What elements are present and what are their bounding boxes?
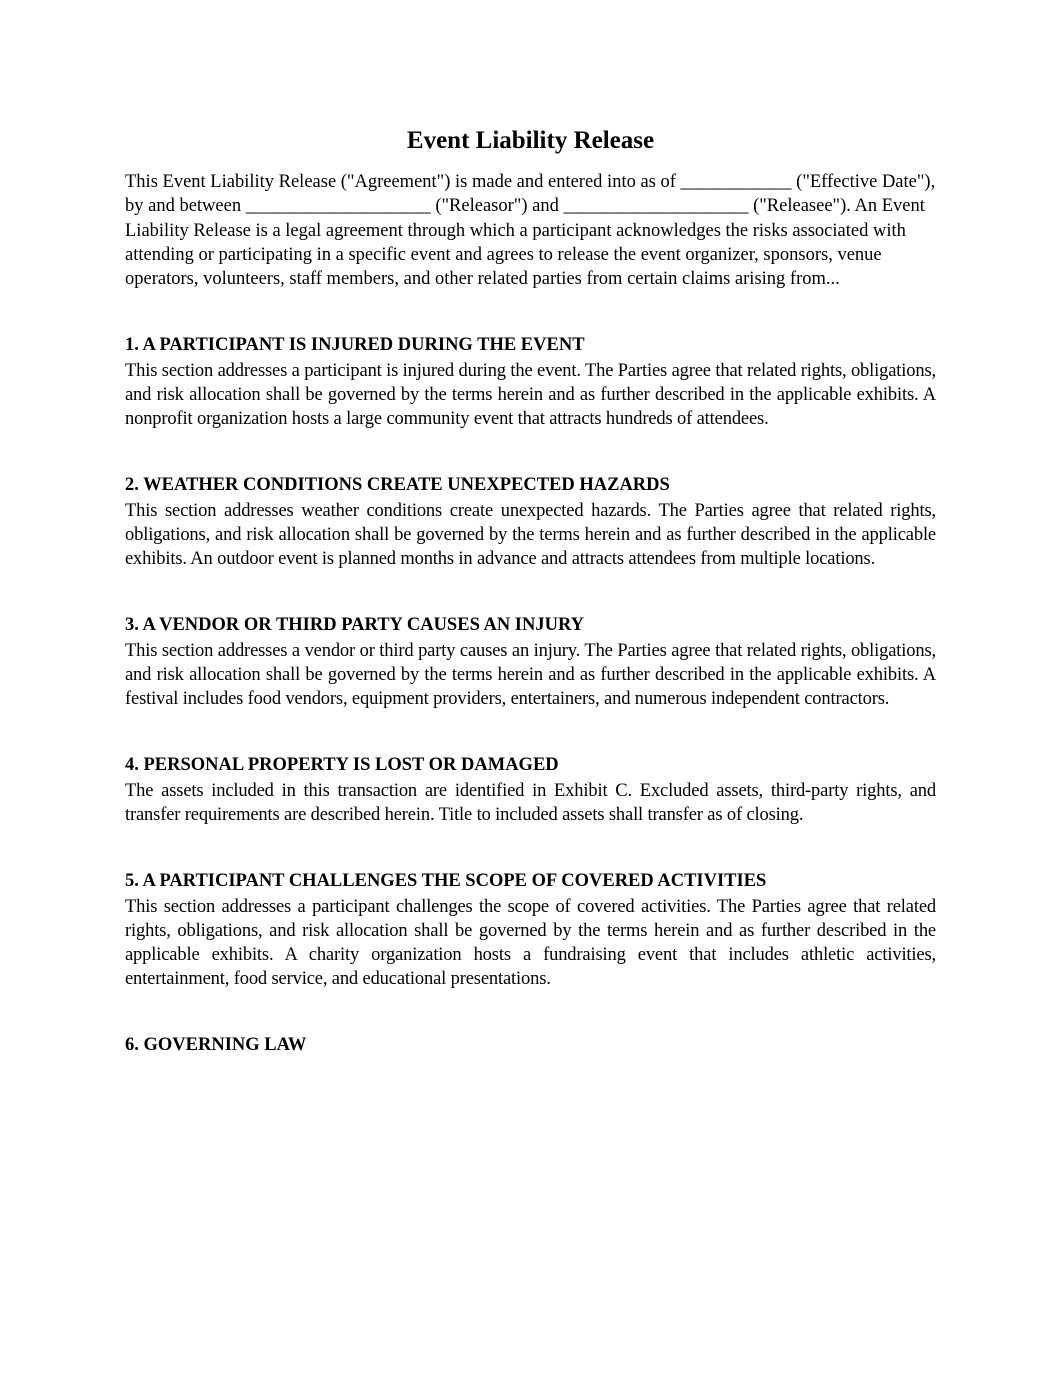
- section-body: This section addresses a participant challenges the scope of covered activities. The Parties agree that related rights, obligations, and risk allocation shall be governed by the terms herein and as further described in the applicable exhibits. A charity organization hosts a fundraising event that includes athletic activities, entertainment, food service, and educational presentations.: [125, 897, 936, 990]
- section-heading: 6. GOVERNING LAW: [125, 1035, 307, 1056]
- section-heading: 4. PERSONAL PROPERTY IS LOST OR DAMAGED: [125, 755, 559, 776]
- section-body: This section addresses a vendor or third party causes an injury. The Parties agree that related rights, obligations, and risk allocation shall be governed by the terms herein and as further described in the applicable exhibits. A festival includes food vendors, equipment providers, entertainers, and numerous independent contractors.: [125, 641, 936, 710]
- section-2: [125, 471, 936, 571]
- section-heading: 2. WEATHER CONDITIONS CREATE UNEXPECTED HAZARDS: [125, 475, 670, 496]
- section-5: [125, 867, 936, 991]
- section-body: This section addresses weather conditions create unexpected hazards. The Parties agree that related rights, obligations, and risk allocation shall be governed by the terms herein and as further described in the applicable exhibits. An outdoor event is planned months in advance and attracts attendees from multiple locations.: [125, 501, 936, 570]
- intro-paragraph: This Event Liability Release ("Agreement") is made and entered into as of ____________ ("Effective Date"), by and between ____________________ ("Releasor") and ____________________ ("Releasee"). An Event Liability Release is a legal agreement through which a participant acknowledges the risks associated with attending or participating in a specific event and agrees to release the event organizer, sponsors, venue operators, volunteers, staff members, and other related parties from certain claims arising from...: [125, 172, 936, 290]
- section-heading: 3. A VENDOR OR THIRD PARTY CAUSES AN INJURY: [125, 615, 585, 636]
- section-3: [125, 611, 936, 711]
- section-1: [125, 331, 936, 431]
- document-title: Event Liability Release: [406, 127, 655, 154]
- section-4: [125, 751, 936, 827]
- section-6: [125, 1031, 936, 1059]
- section-body: The assets included in this transaction are identified in Exhibit C. Excluded assets, third-party rights, and transfer requirements are described herein. Title to included assets shall transfer as of closing.: [125, 781, 936, 826]
- section-heading: 5. A PARTICIPANT CHALLENGES THE SCOPE OF COVERED ACTIVITIES: [125, 871, 767, 892]
- section-heading: 1. A PARTICIPANT IS INJURED DURING THE EVENT: [125, 335, 585, 356]
- section-body: This section addresses a participant is injured during the event. The Parties agree that related rights, obligations, and risk allocation shall be governed by the terms herein and as further described in the applicable exhibits. A nonprofit organization hosts a large community event that attracts hundreds of attendees.: [125, 361, 936, 430]
